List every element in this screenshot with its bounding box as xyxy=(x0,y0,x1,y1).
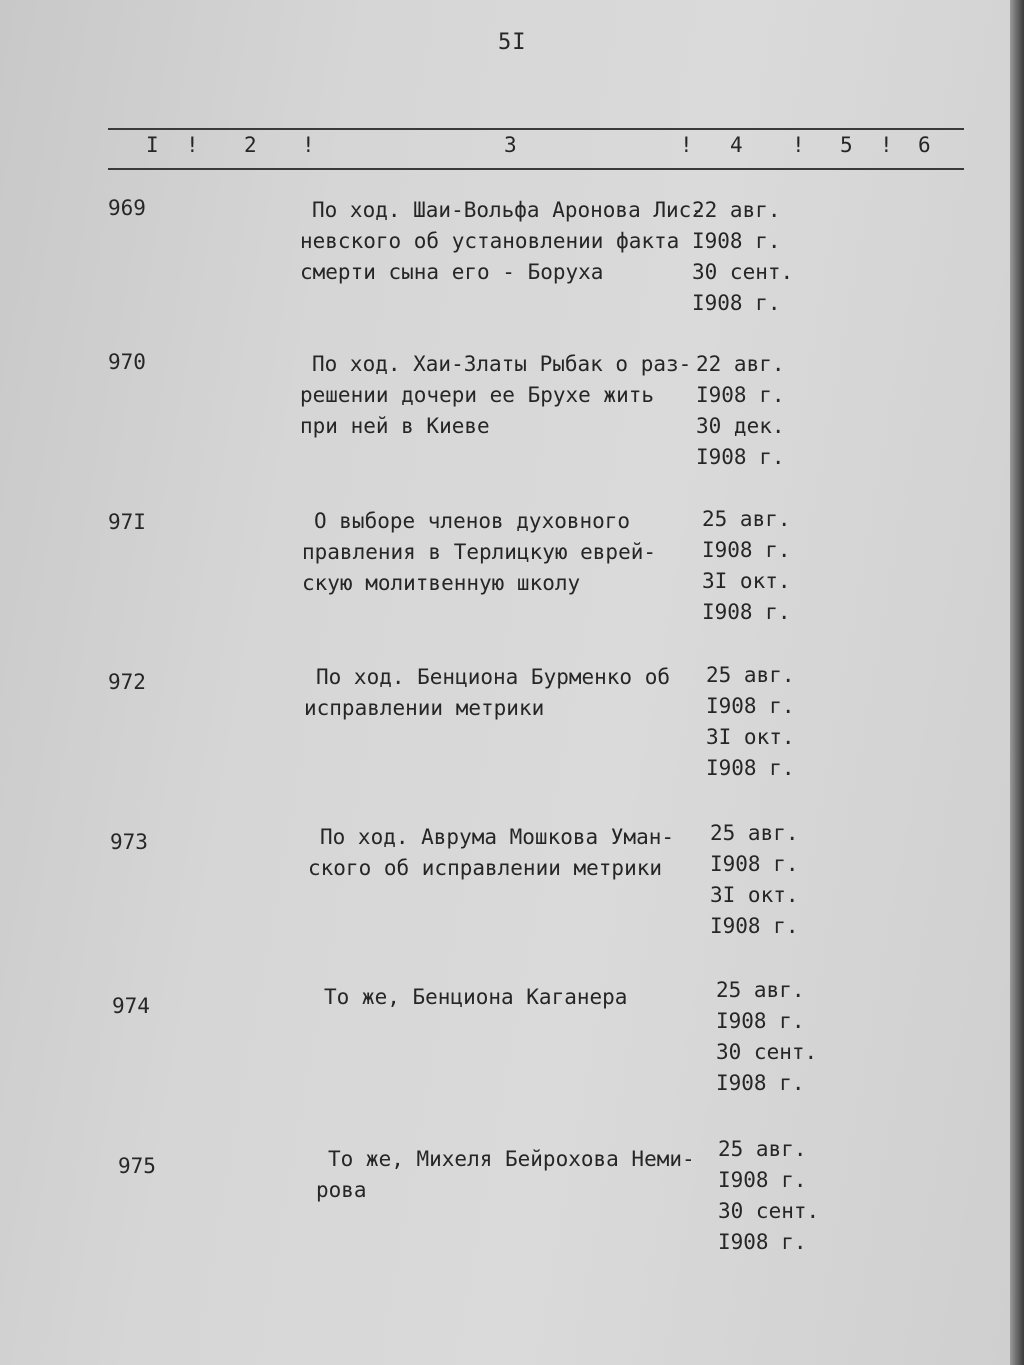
record-dates xyxy=(710,818,799,942)
date-line: 25 авг. xyxy=(702,507,791,531)
date-line: I908 г. xyxy=(716,1071,805,1095)
record-dates xyxy=(696,349,785,473)
page-number: 5I xyxy=(498,30,527,55)
header-col-5: 5 xyxy=(840,133,853,157)
date-line: I908 г. xyxy=(710,852,799,876)
date-line: I908 г. xyxy=(710,914,799,938)
date-line: 3I окт. xyxy=(706,725,795,749)
date-line: I908 г. xyxy=(696,445,785,469)
record-number: 970 xyxy=(108,350,146,374)
header-col-2: 2 xyxy=(244,133,257,157)
date-line: 25 авг. xyxy=(716,978,805,1002)
date-line: 30 сент. xyxy=(692,260,794,284)
description-line: ского об исправлении метрики xyxy=(308,856,663,880)
record-number: 972 xyxy=(108,670,146,694)
description-line: рова xyxy=(316,1178,367,1202)
record-number: 969 xyxy=(108,196,146,220)
description-line: исправлении метрики xyxy=(304,696,545,720)
header-separator: ! xyxy=(680,133,693,157)
date-line: 30 сент. xyxy=(716,1040,818,1064)
header-top-rule xyxy=(108,128,964,130)
header-col-4: 4 xyxy=(730,133,743,157)
date-line: I908 г. xyxy=(692,229,781,253)
date-line: 25 авг. xyxy=(710,821,799,845)
header-col-1: I xyxy=(146,133,159,157)
date-line: I908 г. xyxy=(702,600,791,624)
date-line: I908 г. xyxy=(696,383,785,407)
date-line: I908 г. xyxy=(718,1168,807,1192)
header-col-6: 6 xyxy=(918,133,931,157)
record-description xyxy=(316,1144,695,1206)
header-separator: ! xyxy=(186,133,199,157)
date-line: I908 г. xyxy=(706,694,795,718)
record-number: 974 xyxy=(112,994,150,1018)
description-line: То же, Бенциона Каганера xyxy=(324,985,628,1009)
description-line: По ход. Хаи-Златы Рыбак о раз- xyxy=(312,352,692,376)
header-bottom-rule xyxy=(108,168,964,170)
date-line: I908 г. xyxy=(716,1009,805,1033)
description-line: По ход. Аврума Мошкова Уман- xyxy=(320,825,675,849)
record-number: 97I xyxy=(108,510,146,534)
date-line: 3I окт. xyxy=(710,883,799,907)
date-line: 22 авг. xyxy=(692,198,781,222)
description-line: смерти сына его - Боруха xyxy=(300,260,604,284)
description-line: О выборе членов духовного xyxy=(314,509,631,533)
record-number: 973 xyxy=(110,830,148,854)
description-line: решении дочери ее Брухе жить xyxy=(300,383,655,407)
record-dates xyxy=(706,660,795,784)
record-description xyxy=(308,822,674,884)
record-description xyxy=(312,982,627,1013)
page-edge-shadow xyxy=(1010,0,1024,1365)
description-line: По ход. Бенциона Бурменко об xyxy=(316,665,671,689)
record-dates xyxy=(702,504,791,628)
record-description xyxy=(300,349,691,442)
header-separator: ! xyxy=(302,133,315,157)
description-line: правления в Терлицкую еврей- xyxy=(302,540,657,564)
record-description xyxy=(300,195,704,288)
header-separator: ! xyxy=(880,133,893,157)
record-dates xyxy=(716,975,817,1099)
date-line: 30 дек. xyxy=(696,414,785,438)
description-line: То же, Михеля Бейрохова Неми- xyxy=(328,1147,695,1171)
header-separator: ! xyxy=(792,133,805,157)
date-line: 3I окт. xyxy=(702,569,791,593)
date-line: I908 г. xyxy=(718,1230,807,1254)
description-line: скую молитвенную школу xyxy=(302,571,581,595)
description-line: По ход. Шаи-Вольфа Аронова Лис- xyxy=(312,198,704,222)
date-line: 30 сент. xyxy=(718,1199,820,1223)
header-col-3: 3 xyxy=(504,133,517,157)
date-line: 25 авг. xyxy=(718,1137,807,1161)
record-number: 975 xyxy=(118,1154,156,1178)
record-dates xyxy=(718,1134,819,1258)
record-dates xyxy=(692,195,793,319)
description-line: невского об установлении факта xyxy=(300,229,680,253)
date-line: I908 г. xyxy=(702,538,791,562)
date-line: I908 г. xyxy=(692,291,781,315)
record-description xyxy=(304,662,670,724)
record-description xyxy=(302,506,656,599)
description-line: при ней в Киеве xyxy=(300,414,490,438)
date-line: I908 г. xyxy=(706,756,795,780)
date-line: 22 авг. xyxy=(696,352,785,376)
date-line: 25 авг. xyxy=(706,663,795,687)
